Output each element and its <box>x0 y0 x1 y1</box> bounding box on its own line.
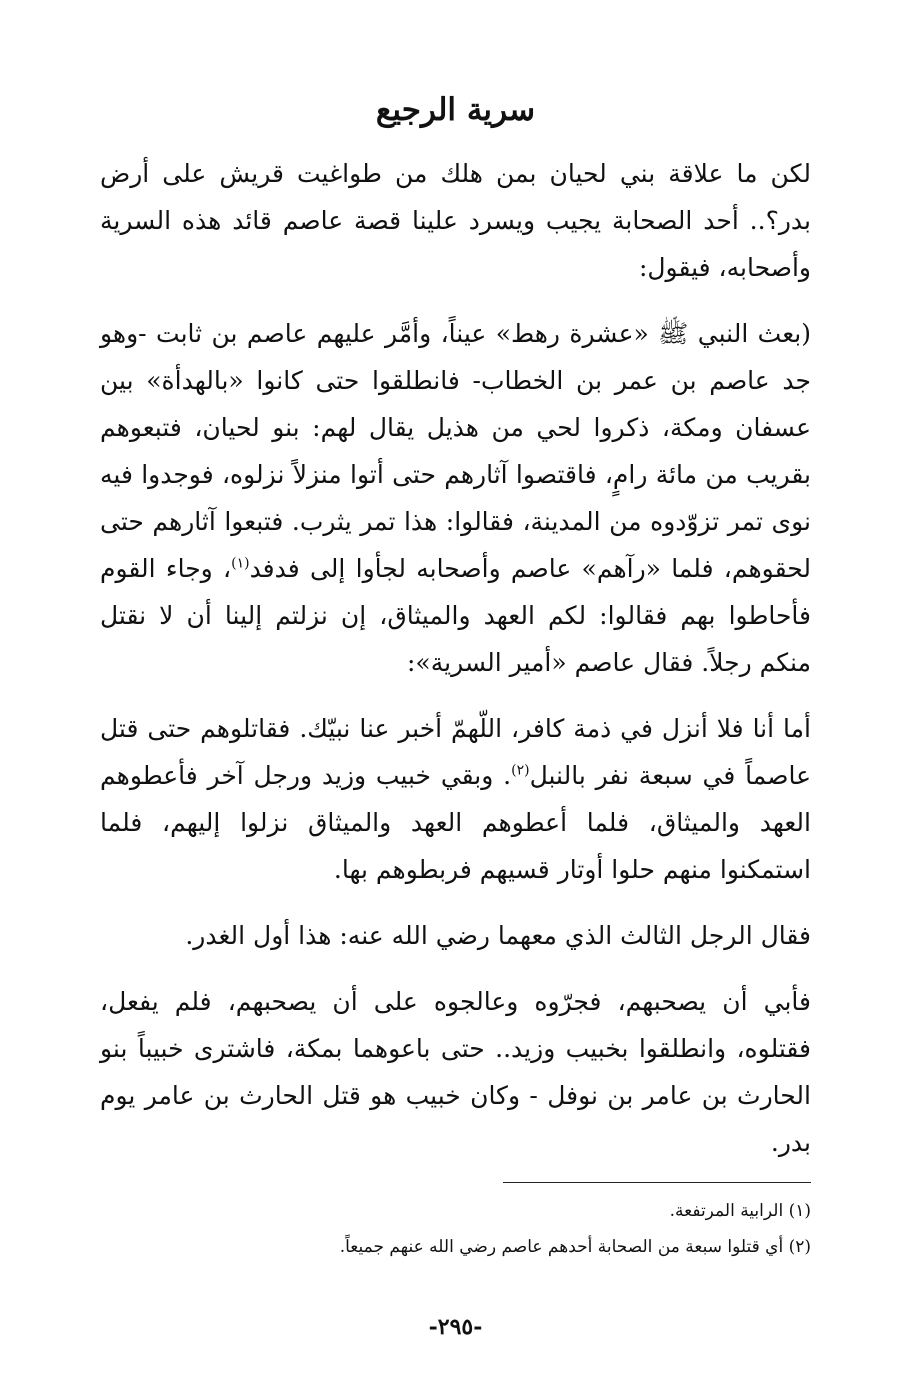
footnote-ref-2: (٢) <box>511 762 530 779</box>
page-title: سرية الرجيع <box>375 92 536 128</box>
paragraph-3 <box>100 705 811 893</box>
footnotes <box>100 1193 811 1265</box>
footnote-1: (١) الرابية المرتفعة. <box>669 1201 811 1221</box>
paragraph-4: فقال الرجل الثالث الذي معهما رضي الله عنه: هذا أول الغدر. <box>185 921 811 950</box>
paragraph-2 <box>100 310 811 686</box>
footnote-divider <box>503 1182 811 1183</box>
paragraph-2-tail: ، وجاء القوم فأحاطوا بهم فقالوا: لكم العهد والميثاق، إن نزلتم إلينا أن لا نقتل منكم رجلاً. فقال عاصم «أمير السرية»: <box>100 554 811 677</box>
footnote-ref-1: (١) <box>231 555 250 572</box>
body-text <box>100 150 811 1185</box>
paragraph-3-text: أما أنا فلا أنزل في ذمة كافر، اللّهمّ أخبر عنا نبيّك. فقاتلوهم حتى قتل عاصماً في سبعة نفر بالنبل <box>100 714 811 790</box>
paragraph-1: لكن ما علاقة بني لحيان بمن هلك من طواغيت قريش على أرض بدر؟.. أحد الصحابة يجيب ويسرد علينا قصة عاصم قائد هذه السرية وأصحابه، فيقول: <box>100 159 811 282</box>
footnote-2: (٢) أي قتلوا سبعة من الصحابة أحدهم عاصم رضي الله عنهم جميعاً. <box>339 1237 811 1257</box>
page-number: -٢٩٥- <box>428 1314 483 1340</box>
paragraph-3-tail: . وبقي خبيب وزيد ورجل آخر فأعطوهم العهد والميثاق، فلما أعطوهم العهد والميثاق نزلوا إليهم، فلما استمكنوا منهم حلوا أوتار قسيهم فربطوهم بها. <box>100 761 811 884</box>
paragraph-5: فأبي أن يصحبهم، فجرّوه وعالجوه على أن يصحبهم، فلم يفعل، فقتلوه، وانطلقوا بخبيب وزيد.. حتى باعوهما بمكة، فاشترى خبيباً بنو الحارث بن عامر بن نوفل - وكان خبيب هو قتل الحارث بن عامر يوم بدر. <box>100 987 811 1157</box>
paragraph-2-text: (بعث النبي ﷺ «عشرة رهط» عيناً، وأمَّر عليهم عاصم بن ثابت -وهو جد عاصم بن عمر بن الخطاب- فانطلقوا حتى كانوا «بالهدأة» بين عسفان ومكة، ذكروا لحي من هذيل يقال لهم: بنو لحيان، فتبعوهم بقريب من مائة رامٍ، فاقتصوا آثارهم حتى أتوا منزلاً نزلوه، فوجدوا فيه نوى تمر تزوّدوه من المدينة، فقالوا: هذا تمر يثرب. فتبعوا آثارهم حتى لحقوهم، فلما «رآهم» عاصم وأصحابه لجأوا إلى فدفد <box>100 319 812 583</box>
